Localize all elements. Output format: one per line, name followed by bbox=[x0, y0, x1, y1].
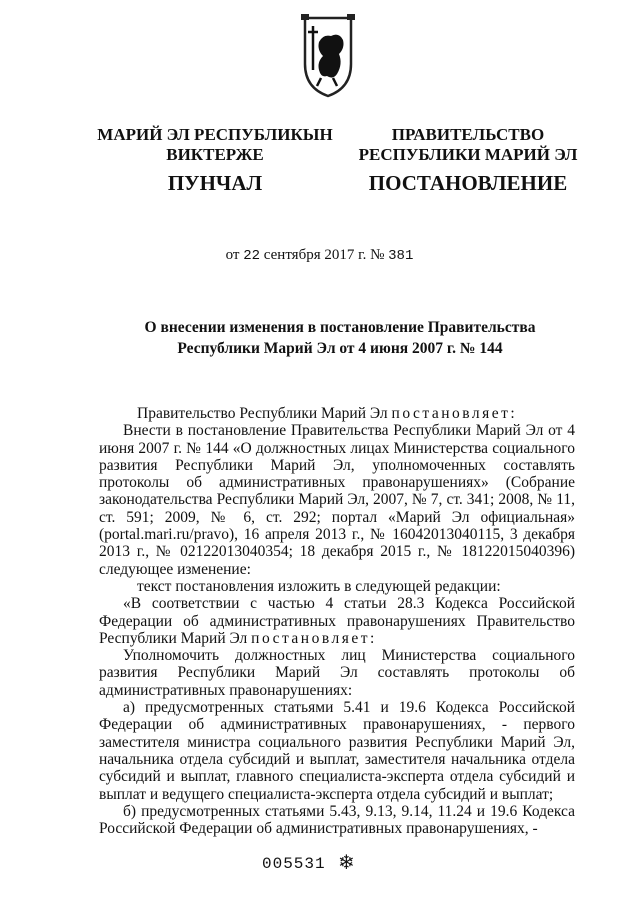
doc-type-right: ПОСТАНОВЛЕНИЕ bbox=[368, 171, 568, 195]
paragraph-intro-spaced: постановляет bbox=[391, 405, 511, 422]
header-right-line1: ПРАВИТЕЛЬСТВО bbox=[391, 125, 545, 144]
document-body bbox=[99, 405, 575, 837]
paragraph-authorize: Уполномочить должностных лиц Министерства социального развития Республики Марий Эл составлять протоколы об административных правонарушениях: bbox=[99, 647, 575, 699]
snowflake-icon: ❄ bbox=[338, 852, 355, 874]
header-left-line1: МАРИЙ ЭЛ РЕСПУБЛИКЫН bbox=[97, 125, 333, 144]
paragraph-item-b: б) предусмотренных статьями 5.43, 9.13, 9.14, 11.24 и 19.6 Кодекса Российской Федерации об административных правонарушениях, - bbox=[99, 802, 575, 838]
header-left-line2: ВИКТЕРЖЕ bbox=[166, 145, 264, 164]
dateline bbox=[0, 247, 639, 264]
dateline-month-year: сентября 2017 г. № bbox=[263, 247, 385, 263]
dateline-day: 22 bbox=[243, 248, 261, 264]
paragraph-intro-text: Правительство Республики Марий Эл bbox=[137, 405, 392, 422]
paragraph-new-text: текст постановления изложить в следующей редакции: bbox=[137, 577, 501, 595]
paragraph-quote-start bbox=[99, 595, 575, 647]
title-line2: Республики Марий Эл от 4 июня 2007 г. № 144 bbox=[177, 340, 503, 357]
paragraph-intro bbox=[99, 405, 575, 422]
header-right-line2: РЕСПУБЛИКИ МАРИЙ ЭЛ bbox=[358, 145, 578, 164]
header-left bbox=[95, 125, 335, 165]
paragraph-amendment: Внести в постановление Правительства Республики Марий Эл от 4 июня 2007 г. № 144 «О должностных лицах Министерства социального развития Республики Марий Эл, уполномоченных составлять протоколы об административных правонарушениях» (Собрание законодательства Республики Марий Эл, 2007, № 7, ст. 341; 2008, № 11, ст. 591; 2009, № 6, ст. 292; портал «Марий Эл официальная» (portal.mari.ru/pravo), 16 апреля 2013 г., № 16042013040115, 3 декабря 2013 г., № 02122013040354; 18 декабря 2015 г., № 18122015040396) следующее изменение: bbox=[99, 422, 575, 578]
coat-of-arms-emblem bbox=[299, 12, 357, 98]
dateline-number: 381 bbox=[388, 248, 414, 264]
doc-type-left: ПУНЧАЛ bbox=[167, 171, 263, 195]
document-title bbox=[90, 317, 590, 359]
serial-number: 005531 bbox=[262, 855, 326, 873]
header-right bbox=[352, 125, 584, 165]
paragraph-quote-text: «В соответствии с частью 4 статьи 28.3 Кодекса Российской Федерации об административных правонарушениях Правительство Республики Марий Эл bbox=[99, 595, 575, 647]
paragraph-intro-end: : bbox=[510, 405, 515, 422]
paragraph-quote-spaced: постановляет bbox=[251, 629, 370, 647]
dateline-prefix: от bbox=[225, 247, 240, 263]
paragraph-item-a: а) предусмотренных статьями 5.41 и 19.6 Кодекса Российской Федерации об административных правонарушениях, - первого заместителя министра социального развития Республики Марий Эл, начальника отдела субсидий и выплат, заместителя начальника отдела субсидий и выплат, главного специалиста-эксперта отдела субсидий и выплат и ведущего специалиста-эксперта отдела субсидий и выплат; bbox=[99, 699, 575, 803]
paragraph-quote-end: : bbox=[370, 629, 375, 647]
title-line1: О внесении изменения в постановление Правительства bbox=[144, 319, 536, 336]
